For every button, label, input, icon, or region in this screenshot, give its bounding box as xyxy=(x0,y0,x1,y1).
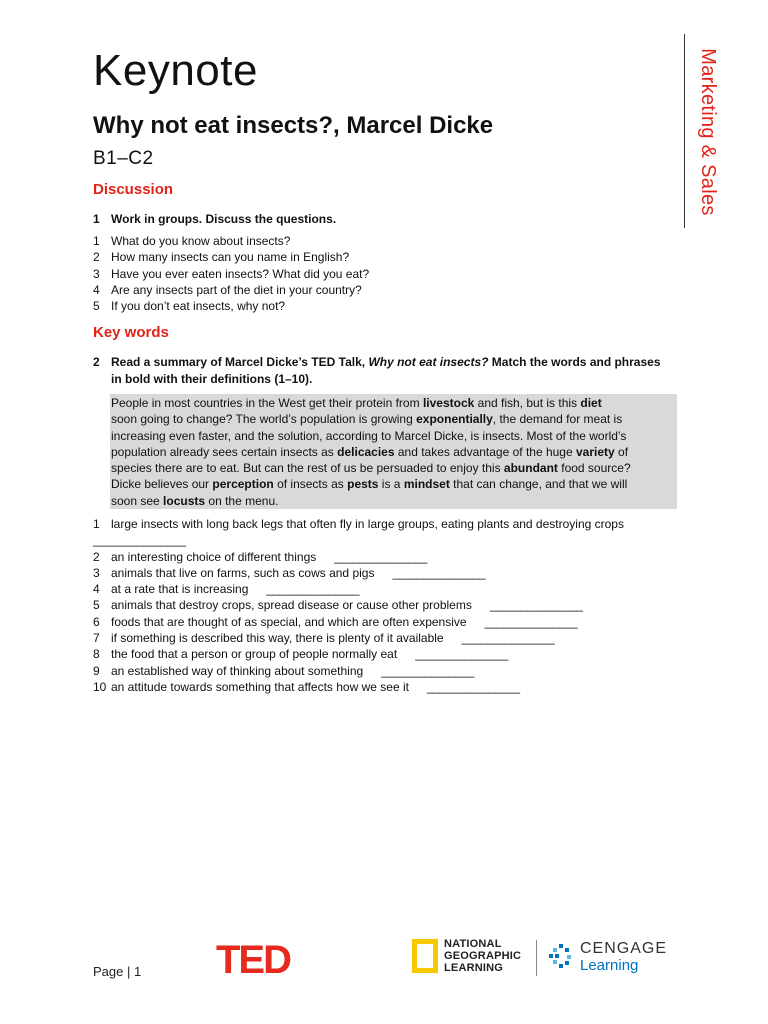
item-text: an attitude towards something that affects how we see it xyxy=(111,679,409,694)
key-word: delicacies xyxy=(337,444,395,459)
instruction-text: Work in groups. Discuss the questions. xyxy=(111,212,337,226)
answer-blank: _______________ xyxy=(392,565,486,580)
item-number: 1 xyxy=(93,517,100,531)
answer-blank: _______________ xyxy=(415,647,508,662)
definitions-list xyxy=(93,516,693,695)
item-number: 3 xyxy=(93,266,100,281)
item-number: 7 xyxy=(93,631,100,646)
discussion-questions xyxy=(93,233,693,314)
cengage-wordmark: CENGAGE xyxy=(580,940,668,957)
list-item xyxy=(93,233,693,249)
item-text: an established way of thinking about something xyxy=(111,663,364,678)
key-word: diet xyxy=(580,396,602,410)
list-item xyxy=(93,663,693,679)
instruction-text: in bold with their definitions (1–10). xyxy=(111,372,313,386)
item-text: animals that destroy crops, spread disease or cause other problems xyxy=(111,598,472,613)
summary-line: soon see locusts on the menu. xyxy=(111,493,279,508)
instruction-text: Read a summary of Marcel Dicke’s TED Talk, xyxy=(111,355,369,369)
key-word: locusts xyxy=(163,493,206,508)
side-category-label: Marketing & Sales xyxy=(697,48,719,216)
list-item xyxy=(93,646,693,662)
list-item xyxy=(93,630,693,646)
answer-blank: _______________ xyxy=(381,663,474,678)
answer-blank: _______________ xyxy=(93,533,186,548)
answer-blank: _______________ xyxy=(426,679,520,694)
key-word: abundant xyxy=(503,461,558,476)
discussion-instruction xyxy=(93,211,693,228)
instruction-text-cont: Match the words and phrases xyxy=(488,355,661,369)
logo-divider xyxy=(536,940,537,976)
answer-blank: _______________ xyxy=(266,582,360,597)
list-item xyxy=(93,516,693,549)
summary-box xyxy=(110,394,677,509)
cengage-mark-icon xyxy=(548,942,574,972)
list-item xyxy=(93,614,693,630)
item-text: If you don’t eat insects, why not? xyxy=(111,299,286,314)
key-word: livestock xyxy=(422,396,475,410)
item-text: if something is described this way, there is plenty of it available xyxy=(111,631,444,646)
item-number: 4 xyxy=(93,582,100,597)
talk-title: Why not eat insects?, Marcel Dicke xyxy=(93,112,494,139)
list-item xyxy=(93,249,693,265)
keywords-instruction xyxy=(93,354,693,371)
key-word: mindset xyxy=(403,477,450,492)
answer-blank: _______________ xyxy=(461,631,555,646)
item-text: the food that a person or group of people normally eat xyxy=(111,647,398,662)
item-number: 9 xyxy=(93,663,100,678)
keywords-heading: Key words xyxy=(93,324,169,341)
item-number: 8 xyxy=(93,647,100,662)
summary-line: population already sees certain insects as delicacies and takes advantage of the huge variety of xyxy=(111,444,629,459)
key-word: pests xyxy=(347,477,379,492)
list-item xyxy=(93,679,693,695)
list-item xyxy=(93,282,693,298)
key-word: exponentially xyxy=(416,412,493,427)
list-item xyxy=(93,549,693,565)
list-item xyxy=(93,581,693,597)
answer-blank: _______________ xyxy=(484,614,578,629)
item-number: 2 xyxy=(93,250,100,265)
item-number: 3 xyxy=(93,565,100,580)
item-number: 5 xyxy=(93,299,100,314)
key-word: variety xyxy=(576,444,615,459)
list-item xyxy=(93,597,693,613)
instruction-number: 2 xyxy=(93,355,100,369)
item-text: Are any insects part of the diet in your country? xyxy=(111,282,362,297)
item-text: How many insects can you name in English? xyxy=(111,250,350,265)
page-number: Page | 1 xyxy=(93,964,142,979)
item-text: large insects with long back legs that often fly in large groups, eating plants and destroying crops xyxy=(111,517,624,531)
summary-line: People in most countries in the West get their protein from livestock and fish, but is this diet xyxy=(111,396,602,410)
keywords-instruction-line2 xyxy=(93,371,693,388)
natgeo-wordmark: NATIONAL GEOGRAPHIC LEARNING xyxy=(444,938,522,974)
item-number: 4 xyxy=(93,282,100,297)
item-text: foods that are thought of as special, and which are often expensive xyxy=(111,614,467,629)
answer-blank: _______________ xyxy=(334,549,427,564)
summary-line: increasing even faster, and the solution, according to Marcel Dicke, is insects. Most of the world’s xyxy=(111,428,627,443)
instruction-number: 1 xyxy=(93,212,100,226)
answer-blank: _______________ xyxy=(489,598,583,613)
side-divider xyxy=(684,34,685,228)
document-title: Keynote xyxy=(93,46,258,95)
summary-line: soon going to change? The world’s population is growing exponentially, the demand for meat is xyxy=(111,412,623,427)
summary-line: Dicke believes our perception of insects as pests is a mindset that can change, and that we will xyxy=(111,477,628,492)
key-word: perception xyxy=(212,477,274,492)
item-text: an interesting choice of different things xyxy=(111,549,317,564)
list-item xyxy=(93,266,693,282)
natgeo-yellow-frame-icon xyxy=(412,939,438,973)
item-number: 2 xyxy=(93,549,100,564)
item-number: 5 xyxy=(93,598,100,613)
item-number: 6 xyxy=(93,614,100,629)
item-text: animals that live on farms, such as cows and pigs xyxy=(111,565,375,580)
level-label: B1–C2 xyxy=(93,148,154,169)
summary-line: species there are to eat. But can the rest of us be persuaded to enjoy this abundant food source? xyxy=(111,461,631,476)
learning-wordmark: Learning xyxy=(580,957,639,974)
item-number: 10 xyxy=(93,679,107,694)
item-number: 1 xyxy=(93,234,100,248)
list-item xyxy=(93,298,693,314)
talk-name-italic: Why not eat insects? xyxy=(368,355,489,369)
ted-logo: TED xyxy=(216,938,290,982)
natgeo-learning-logo xyxy=(412,938,521,974)
item-text: at a rate that is increasing xyxy=(111,582,249,597)
list-item xyxy=(93,565,693,581)
item-text: What do you know about insects? xyxy=(111,234,291,248)
item-text: Have you ever eaten insects? What did you eat? xyxy=(111,266,370,281)
discussion-heading: Discussion xyxy=(93,181,174,198)
cengage-learning-logo xyxy=(548,940,667,974)
